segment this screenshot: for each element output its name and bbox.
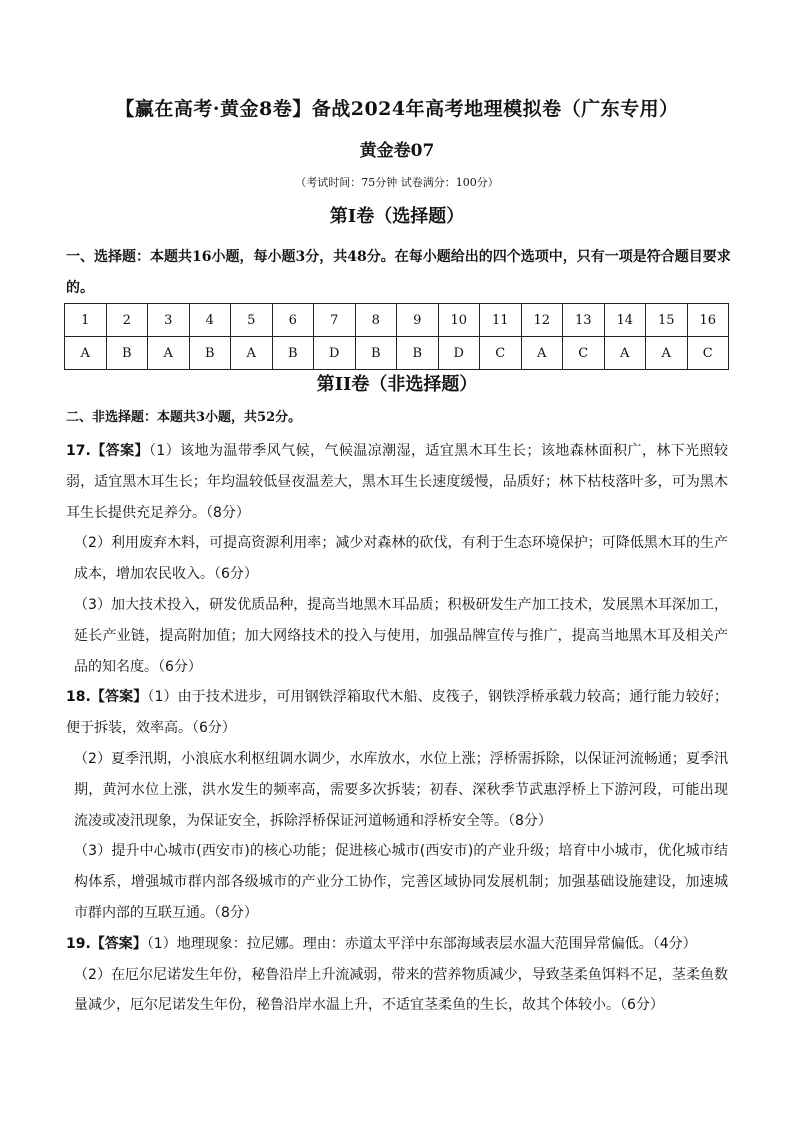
- table-cell: 16: [687, 304, 729, 337]
- table-cell: 8: [355, 304, 397, 337]
- table-cell: 12: [521, 304, 563, 337]
- table-cell: B: [355, 337, 397, 370]
- table-cell: 5: [231, 304, 273, 337]
- answer-row: [65, 337, 729, 370]
- table-cell: A: [521, 337, 563, 370]
- q19-label: 19.【答案】: [66, 935, 147, 952]
- table-cell: B: [189, 337, 231, 370]
- document-subtitle: 黄金卷07: [359, 141, 435, 161]
- table-cell: C: [687, 337, 729, 370]
- table-cell: A: [231, 337, 273, 370]
- part1-instruction: 一、选择题：本题共16小题，每小题3分，共48分。在每小题给出的四个选项中，只有一项是符合题目要求的。: [66, 249, 731, 296]
- table-cell: 14: [604, 304, 646, 337]
- table-cell: B: [106, 337, 148, 370]
- q18-label: 18.【答案】: [66, 689, 148, 706]
- q17-answer-3: （3）加大技术投入，研发优质品种，提高当地黑木耳品质；积极研发生产加工技术，发展黑木耳深加工，延长产业链，提高附加值；加大网络技术的投入与使用，加强品牌宣传与推广，提高当地黑木耳及相关产品的知名度。（6分）: [74, 596, 728, 675]
- q19-answer-1: [66, 929, 728, 960]
- q18-answer-3: （3）提升中心城市(西安市)的核心功能；促进核心城市(西安市)的产业升级；培育中小城市，优化城市结构体系，增强城市群内部各级城市的产业分工协作，完善区域协同发展机制；加强基础设施建设，加速城市群内部的互联互通。（8分）: [74, 843, 728, 921]
- q18-answer-1: [66, 682, 728, 744]
- answer-table: [64, 303, 729, 370]
- table-cell: 13: [563, 304, 605, 337]
- table-cell: B: [272, 337, 314, 370]
- table-cell: D: [314, 337, 356, 370]
- exam-info: （考试时间：75分钟 试卷满分：100分）: [295, 176, 499, 189]
- q19-text-1: （1）地理现象：拉尼娜。理由：赤道太平洋中东部海域表层水温大范围异常偏低。（4分）: [146, 935, 697, 952]
- table-cell: 2: [106, 304, 148, 337]
- table-cell: 4: [189, 304, 231, 337]
- q18-answer-2: （2）夏季汛期，小浪底水利枢纽调水调少，水库放水，水位上涨；浮桥需拆除，以保证河流畅通；夏季汛期，黄河水位上涨，洪水发生的频率高，需要多次拆装；初春、深秋季节武惠浮桥上下游河段，可能出现流凌或凌汛现象，为保证安全，拆除浮桥保证河道畅通和浮桥安全等。（8分）: [74, 750, 728, 829]
- table-cell: 3: [148, 304, 190, 337]
- table-cell: B: [397, 337, 439, 370]
- q18-text-1: （1）由于技术进步，可用钢铁浮箱取代木船、皮筏子，钢铁浮桥承载力较高；通行能力较好；便于拆装，效率高。（6分）: [66, 689, 728, 737]
- table-cell: 7: [314, 304, 356, 337]
- q17-answer-2: （2）利用废弃木料，可提高资源利用率；减少对森林的砍伐，有利于生态环境保护；可降低黑木耳的生产成本，增加农民收入。（6分）: [74, 535, 728, 583]
- table-cell: A: [604, 337, 646, 370]
- q17-text-1: （1）该地为温带季风气候，气候温凉潮湿，适宜黑木耳生长；该地森林面积广，林下光照较弱，适宜黑木耳生长；年均温较低昼夜温差大，黑木耳生长速度缓慢，品质好；林下枯枝落叶多，可为黑木耳生长提供充足养分。（8分）: [66, 443, 728, 521]
- table-cell: C: [563, 337, 605, 370]
- table-cell: C: [480, 337, 522, 370]
- q19-answer-2: （2）在厄尔尼诺发生年份，秘鲁沿岸上升流减弱，带来的营养物质减少，导致茎柔鱼饵料不足，茎柔鱼数量减少，厄尔尼诺发生年份，秘鲁沿岸水温上升，不适宜茎柔鱼的生长，故其个体较小。（6分）: [74, 966, 728, 1014]
- part2-title: 第II卷（非选择题）: [316, 374, 478, 395]
- q17-answer-1: [66, 436, 728, 528]
- table-cell: 9: [397, 304, 439, 337]
- part1-title: 第I卷（选择题）: [329, 206, 465, 227]
- table-cell: 11: [480, 304, 522, 337]
- document-title: 【赢在高考·黄金8卷】备战2024年高考地理模拟卷（广东专用）: [115, 98, 679, 120]
- table-cell: A: [646, 337, 688, 370]
- table-cell: 10: [438, 304, 480, 337]
- table-cell: D: [438, 337, 480, 370]
- part2-instruction: 二、非选择题：本题共3小题，共52分。: [66, 410, 302, 425]
- table-cell: 15: [646, 304, 688, 337]
- table-cell: 1: [65, 304, 107, 337]
- question-number-row: [65, 304, 729, 337]
- answer-body: [66, 436, 728, 1021]
- q17-label: 17.【答案】: [66, 443, 149, 459]
- table-cell: A: [148, 337, 190, 370]
- table-cell: 6: [272, 304, 314, 337]
- table-cell: A: [65, 337, 107, 370]
